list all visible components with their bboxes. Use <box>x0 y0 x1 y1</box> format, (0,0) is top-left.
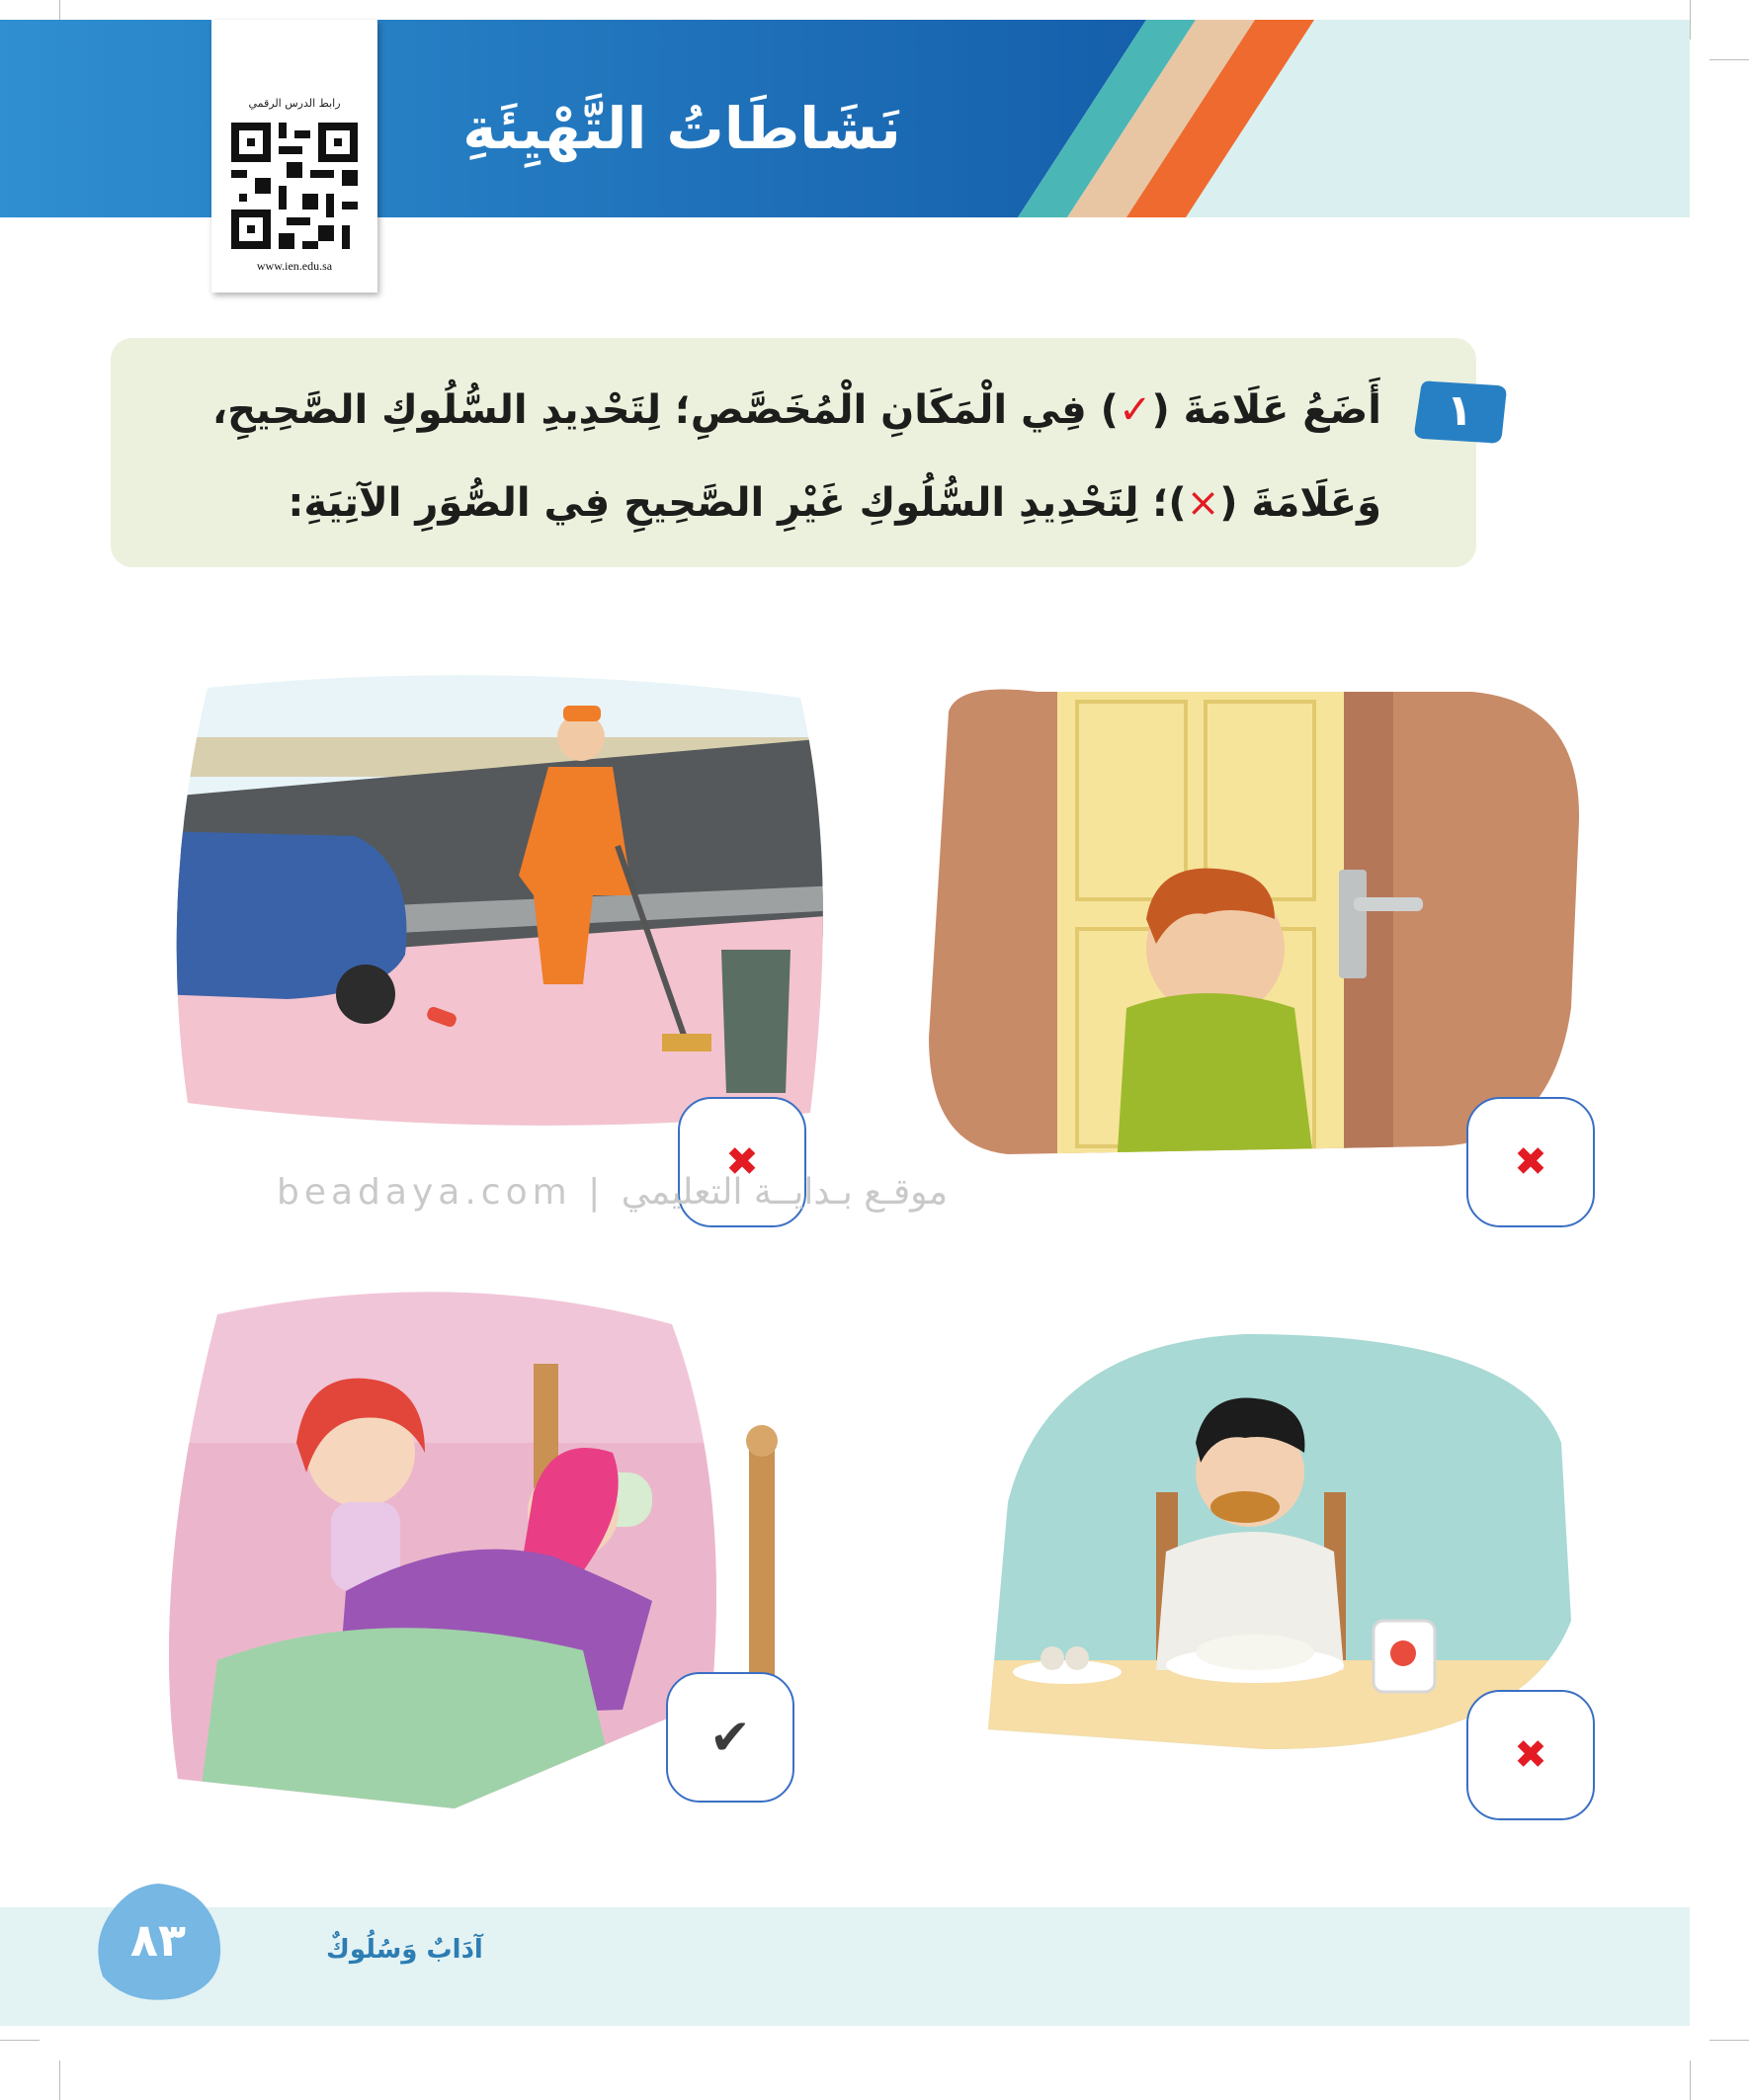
instruction-text: )؛ لِتَحْدِيدِ السُّلُوكِ غَيْرِ الصَّحِيحِ فِي الصُّوَرِ الآتِيَةِ: <box>288 480 1187 526</box>
page-title: نَشَاطَاتُ التَّهْيِئَةِ <box>462 95 901 162</box>
instruction-text: أَضَعُ عَلَامَةَ ( <box>1151 387 1381 433</box>
crop-mark <box>1709 2040 1749 2041</box>
crop-mark <box>1709 59 1749 60</box>
instruction-line-2 <box>288 480 1381 526</box>
cross-mark-icon: ✖ <box>725 1139 759 1185</box>
check-symbol: ✓ <box>1118 387 1152 433</box>
instruction-box <box>111 338 1476 567</box>
qr-url[interactable]: www.ien.edu.sa <box>256 259 333 273</box>
qr-caption: رابط الدرس الرقمي <box>248 97 341 110</box>
subject-label: آدَابٌ وَسُلُوكٌ <box>326 1935 483 1965</box>
crop-mark <box>1690 2060 1691 2100</box>
answer-box-boy-eating[interactable] <box>1466 1690 1595 1820</box>
cross-mark-icon: ✖ <box>1514 1732 1547 1778</box>
answer-box-door-peeking[interactable] <box>1466 1097 1595 1227</box>
qr-card[interactable] <box>211 20 377 293</box>
door-peeking-image <box>919 682 1591 1166</box>
instruction-text: ) فِي الْمَكَانِ الْمُخَصَّصِ؛ لِتَحْدِيدِ السُّلُوكِ الصَّحِيحِ، <box>211 387 1119 433</box>
crop-mark <box>1690 0 1691 40</box>
answer-box-sick-mother[interactable] <box>666 1672 794 1803</box>
crop-mark <box>0 2040 40 2041</box>
instruction-line-1 <box>212 387 1381 433</box>
watermark: beadaya.com | موقـع بـدايــة التعليمي <box>277 1172 949 1213</box>
street-cleaner-image <box>168 668 840 1142</box>
cross-symbol: × <box>1186 480 1220 526</box>
page-number: ٨٣ <box>129 1913 187 1967</box>
check-mark-icon: ✔ <box>709 1709 751 1766</box>
instruction-text: وَعَلَامَةَ ( <box>1219 480 1381 526</box>
footer-band <box>0 1907 1690 2026</box>
crop-mark <box>59 2060 60 2100</box>
cross-mark-icon: ✖ <box>1514 1139 1547 1185</box>
question-number: ١ <box>1446 385 1473 436</box>
qr-code-icon <box>231 123 358 249</box>
